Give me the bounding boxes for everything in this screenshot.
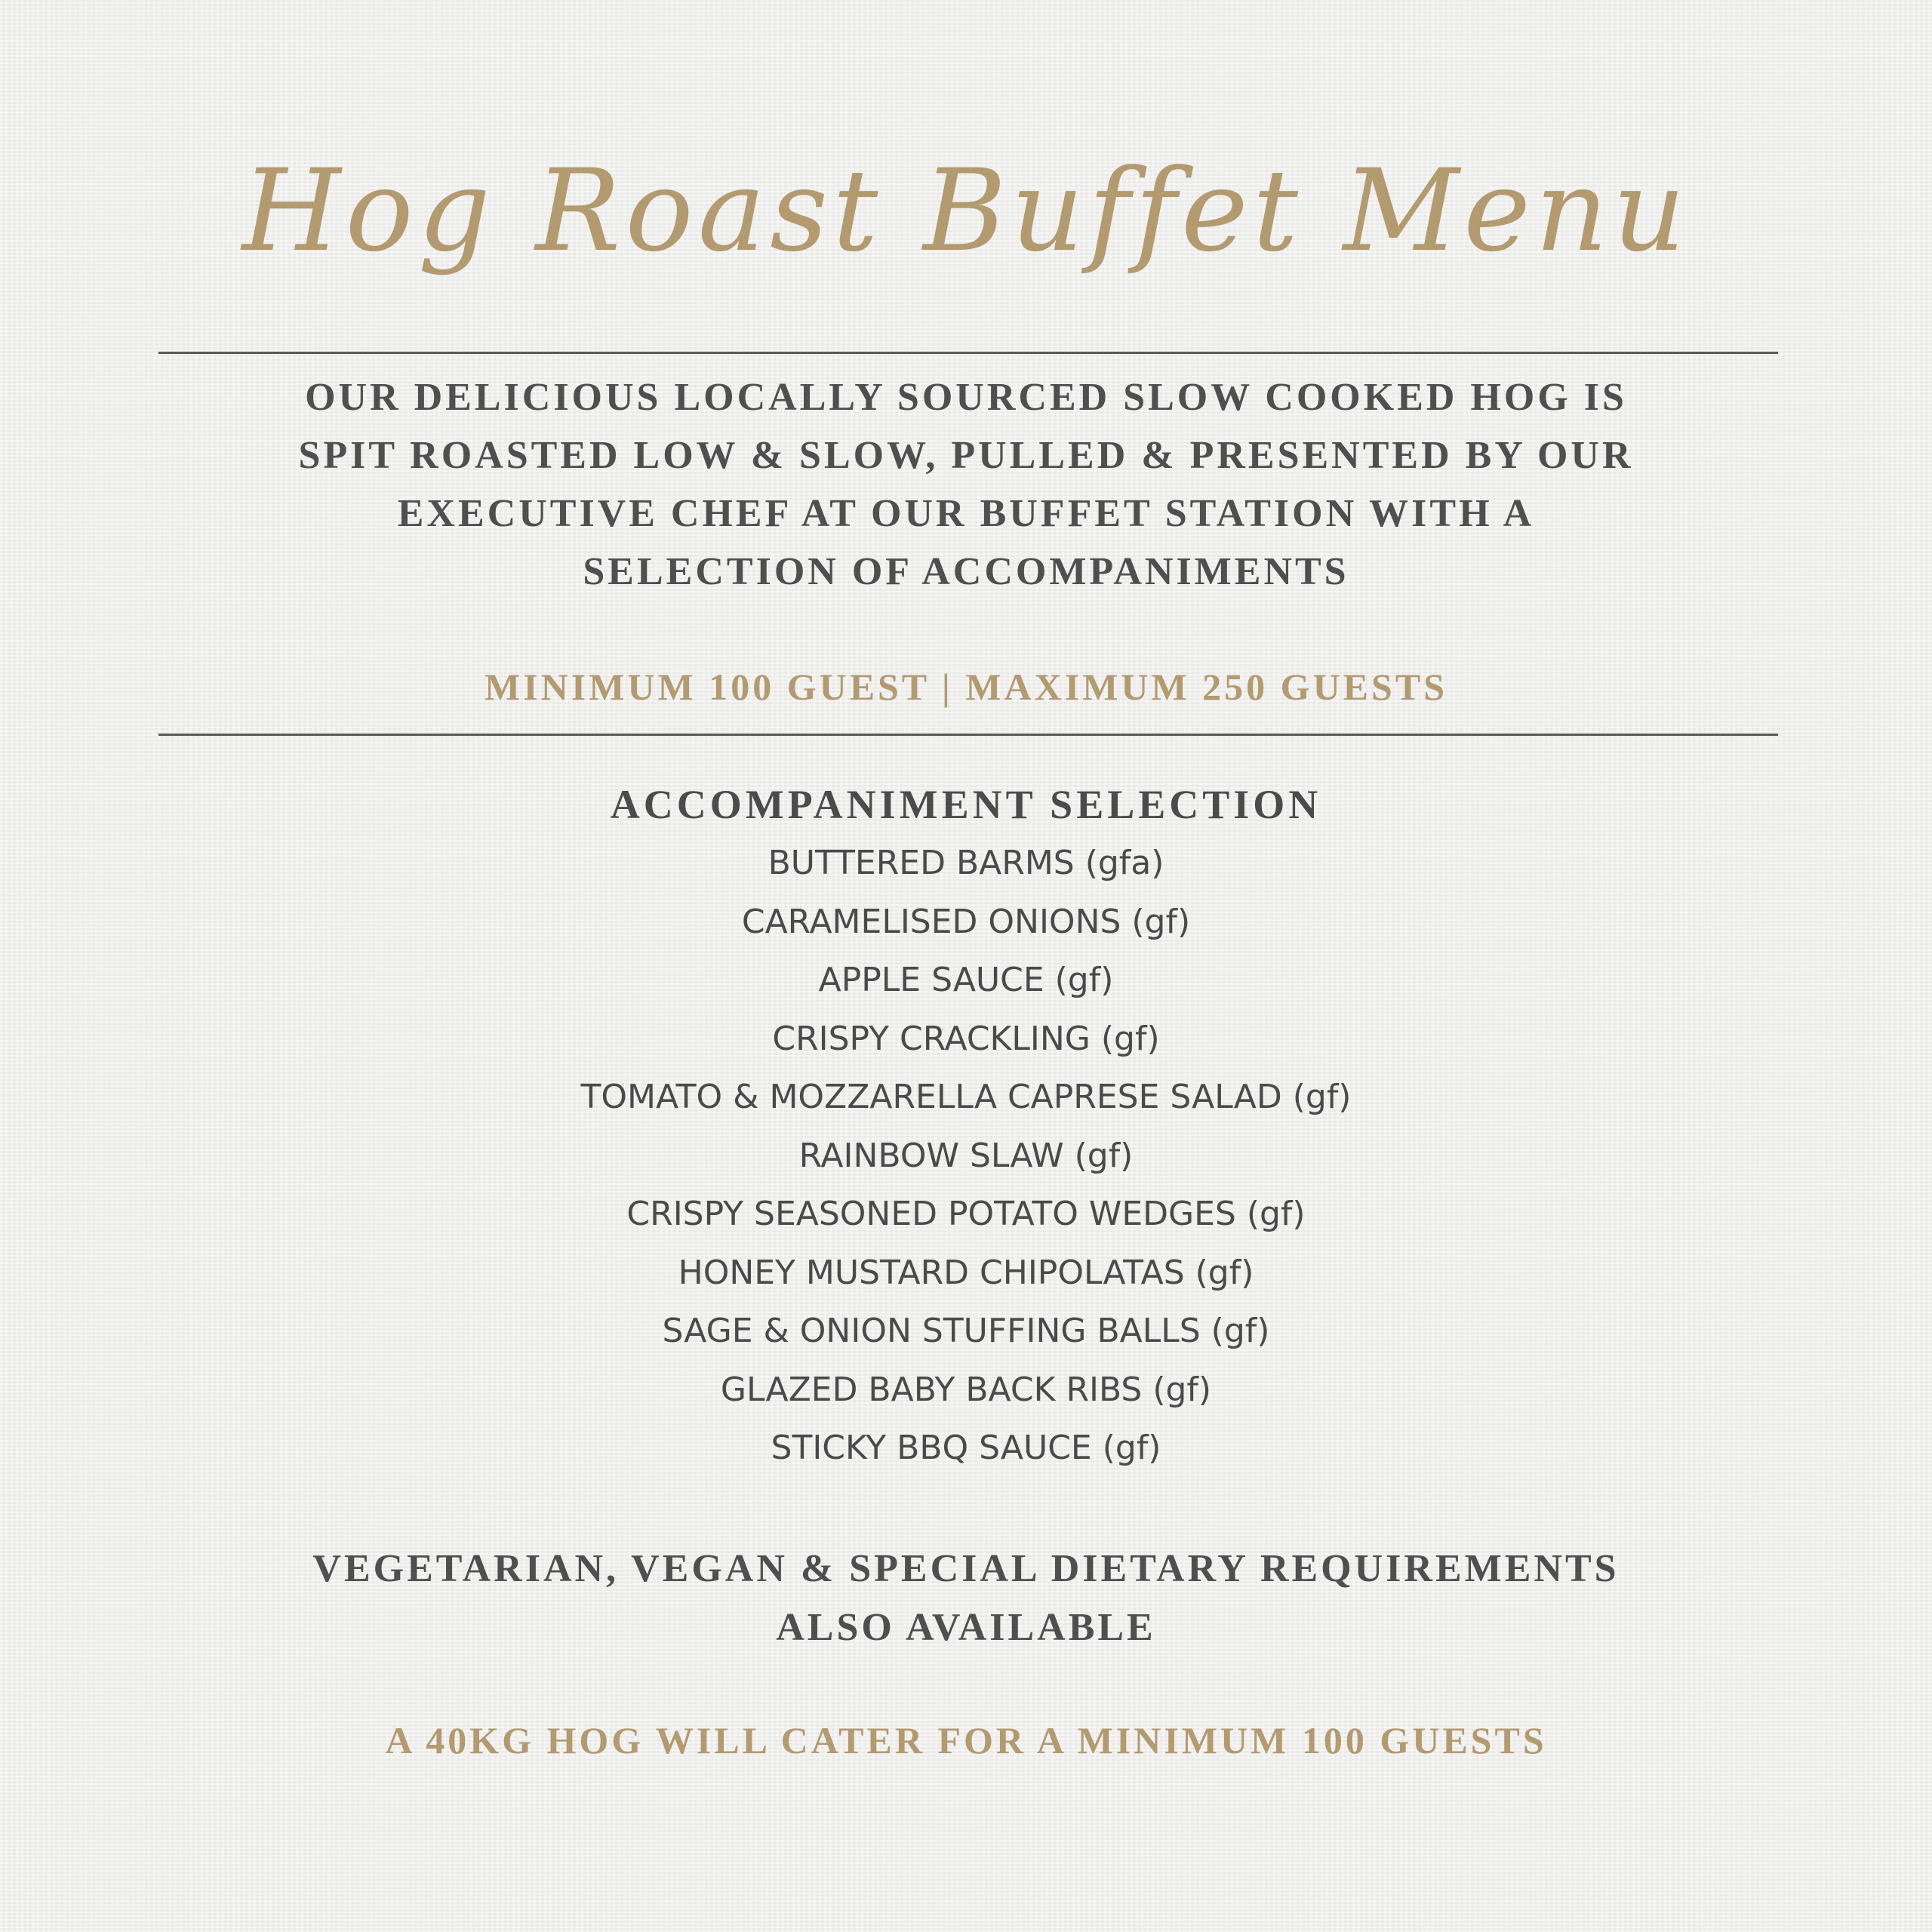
list-item: CRISPY CRACKLING (gf) [772,1019,1160,1058]
dietary-note [98,1540,1834,1657]
list-item: BUTTERED BARMS (gfa) [768,844,1164,882]
top-divider [158,352,1778,354]
intro-line: SPIT ROASTED LOW & SLOW, PULLED & PRESENTED BY OUR [298,434,1634,477]
list-item: RAINBOW SLAW (gf) [798,1136,1134,1175]
hog-capacity-note: A 40KG HOG WILL CATER FOR A MINIMUM 100 GUESTS [385,1719,1547,1761]
list-item: APPLE SAUCE (gf) [818,961,1114,999]
list-item: TOMATO & MOZZARELLA CAPRESE SALAD (gf) [580,1078,1352,1116]
accompaniment-list [98,836,1834,1480]
list-item: GLAZED BABY BACK RIBS (gf) [720,1370,1212,1409]
dietary-line: ALSO AVAILABLE [776,1606,1156,1649]
accompaniment-heading: ACCOMPANIMENT SELECTION [610,782,1322,827]
middle-divider [158,734,1778,736]
intro-paragraph [98,368,1834,601]
intro-line: EXECUTIVE CHEF AT OUR BUFFET STATION WITH A [397,492,1535,535]
list-item: SAGE & ONION STUFFING BALLS (gf) [662,1312,1270,1350]
list-item: STICKY BBQ SAUCE (gf) [771,1429,1161,1467]
menu-title: Hog Roast Buffet Menu [242,146,1690,277]
list-item: CRISPY SEASONED POTATO WEDGES (gf) [626,1195,1306,1233]
list-item: HONEY MUSTARD CHIPOLATAS (gf) [678,1253,1254,1292]
intro-line: OUR DELICIOUS LOCALLY SOURCED SLOW COOKED HOG IS [305,376,1627,419]
list-item: CARAMELISED ONIONS (gf) [741,902,1191,941]
dietary-line: VEGETARIAN, VEGAN & SPECIAL DIETARY REQUIREMENTS [312,1547,1620,1590]
intro-line: SELECTION OF ACCOMPANIMENTS [583,550,1349,593]
guest-limits-note: MINIMUM 100 GUEST | MAXIMUM 250 GUESTS [485,666,1447,708]
